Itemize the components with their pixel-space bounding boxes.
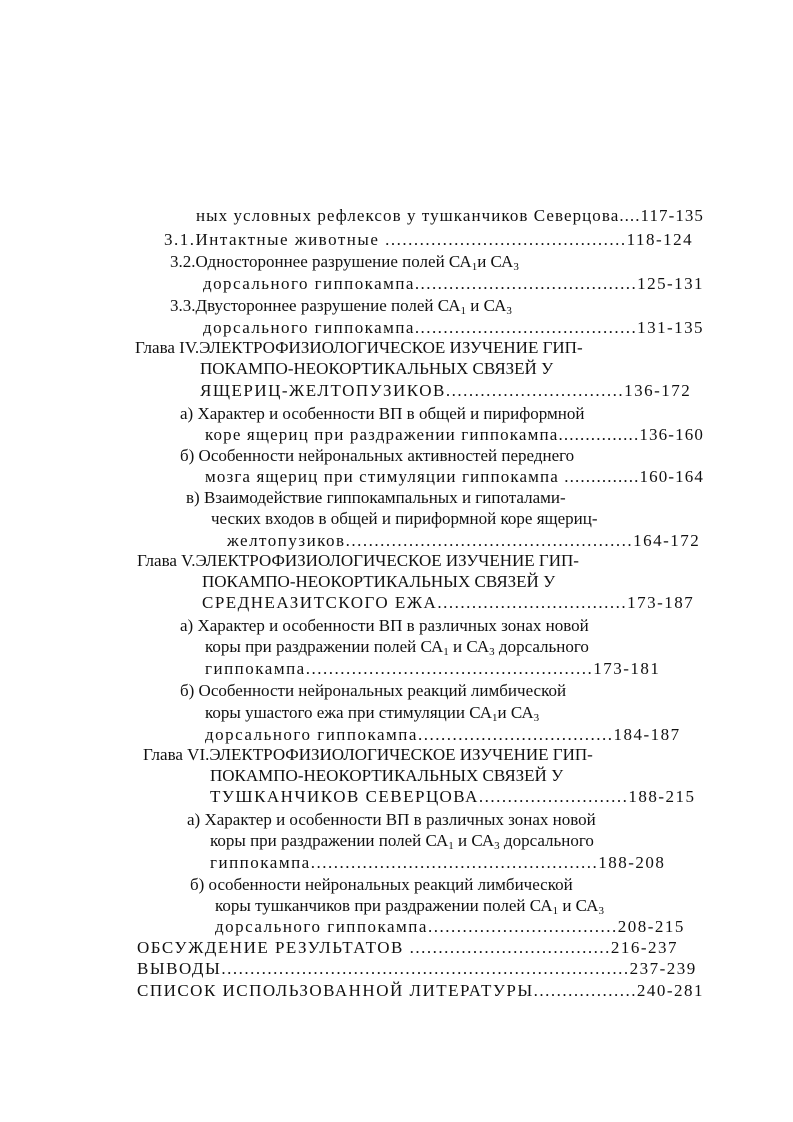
toc-line: 3.2.Одностороннее разрушение полей $СА_1и$ $СА_3$ [170,252,519,273]
toc-line: желтопузиков..................................................164-172 [227,531,701,550]
toc-line: ных условных рефлексов у тушканчиков Северцова....117-135 [196,206,704,225]
toc-line: дорсального гиппокампа.......................................125-131 [203,274,704,293]
toc-line: коре ящериц при раздражении гиппокампа...............136-160 [205,425,704,444]
toc-line: а) Характер и особенности ВП в различных зонах новой [180,616,589,635]
toc-line: гиппокампа..................................................188-208 [210,853,666,872]
chapter-heading: Глава V.ЭЛЕКТРОФИЗИОЛОГИЧЕСКОЕ ИЗУЧЕНИЕ ГИП- [137,551,579,570]
toc-line: дорсального гиппокампа.................................208-215 [215,917,685,936]
toc-line: в) Взаимодействие гиппокампальных и гипоталами- [186,488,566,507]
toc-line: б) Особенности нейрональных активностей переднего [180,446,575,465]
chapter-heading: ТУШКАНЧИКОВ СЕВЕРЦОВА..........................188-215 [210,787,696,806]
toc-line: б) Особенности нейрональных реакций лимбической [180,681,567,700]
toc-line: 3.3.Двустороннее разрушение полей $СА_1$ и $СА_3$ [170,296,512,317]
toc-line: ВЫВОДЫ.......................................................................237-239 [137,959,697,978]
toc-line: а) Характер и особенности ВП в различных зонах новой [187,810,596,829]
toc-line: 3.1.Интактные животные ..........................................118-124 [164,230,694,249]
toc-line: ческих входов в общей и пириформной коре ящериц- [211,509,598,528]
toc-line: дорсального гиппокампа..................................184-187 [205,725,681,744]
toc-line: а) Характер и особенности ВП в общей и пириформной [180,404,585,423]
toc-line: коры тушканчиков при раздражении полей $СА_1$ и $СА_3$ [215,896,604,917]
toc-line: дорсального гиппокампа.......................................131-135 [203,318,704,337]
chapter-heading: Глава VI.ЭЛЕКТРОФИЗИОЛОГИЧЕСКОЕ ИЗУЧЕНИЕ ГИП- [143,745,593,764]
chapter-heading: Глава IV.ЭЛЕКТРОФИЗИОЛОГИЧЕСКОЕ ИЗУЧЕНИЕ ГИП- [135,338,583,357]
chapter-heading: ЯЩЕРИЦ-ЖЕЛТОПУЗИКОВ...............................136-172 [200,381,692,400]
toc-line: мозга ящериц при стимуляции гиппокампа ..............160-164 [205,467,704,486]
chapter-heading: ПОКАМПО-НЕОКОРТИКАЛЬНЫХ СВЯЗЕЙ У [202,572,556,591]
toc-line: коры при раздражении полей $СА_1$ и $СА_3$ дорсального [210,831,594,852]
chapter-heading: ПОКАМПО-НЕОКОРТИКАЛЬНЫХ СВЯЗЕЙ У [200,359,554,378]
toc-line: СПИСОК ИСПОЛЬЗОВАННОЙ ЛИТЕРАТУРЫ..................240-281 [137,981,704,1000]
chapter-heading: ПОКАМПО-НЕОКОРТИКАЛЬНЫХ СВЯЗЕЙ У [210,766,564,785]
toc-line: коры при раздражении полей $СА_1$ и $СА_3$ дорсального [205,637,589,658]
toc-line: б) особенности нейрональных реакций лимбической [190,875,573,894]
toc-line: гиппокампа..................................................173-181 [205,659,661,678]
toc-line: коры ушастого ежа при стимуляции $СА_1и$ $СА_3$ [205,703,540,724]
chapter-heading: СРЕДНЕАЗИТСКОГО ЕЖА.................................173-187 [202,593,695,612]
toc-line: ОБСУЖДЕНИЕ РЕЗУЛЬТАТОВ ...................................216-237 [137,938,679,957]
